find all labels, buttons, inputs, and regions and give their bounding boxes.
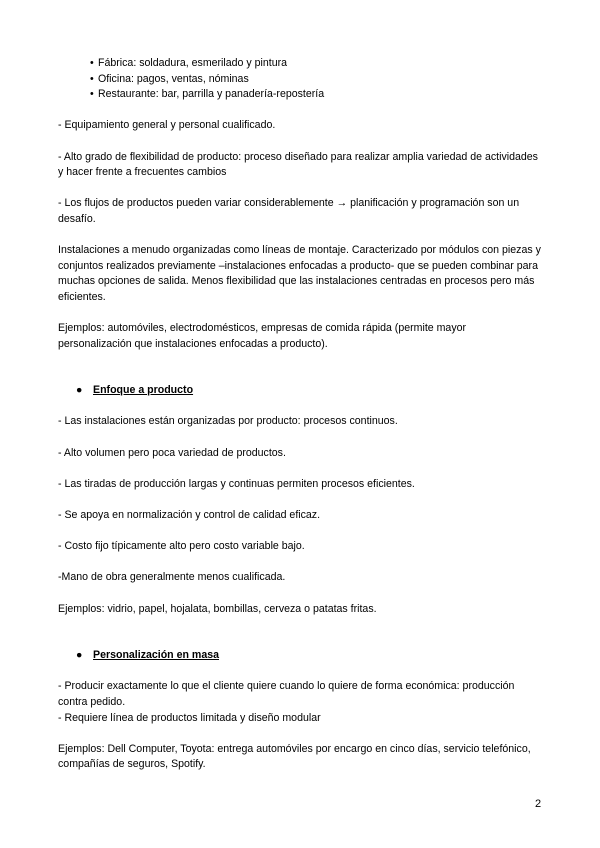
sub-bullet-restaurante: • Restaurante: bar, parrilla y panadería-repostería (92, 87, 542, 103)
producto-ejemplos: Ejemplos: vidrio, papel, hojalata, bombillas, cerveza o patatas fritas. (58, 602, 377, 615)
producto-line: - Se apoya en normalización y control de calidad eficaz. (58, 509, 321, 522)
page-content (58, 56, 542, 773)
page-number: 2 (535, 798, 542, 810)
producto-line: - Las tiradas de producción largas y continuas permiten procesos eficientes. (58, 477, 415, 490)
heading-text: Personalización en masa (93, 649, 220, 662)
producto-line: - Costo fijo típicamente alto pero costo variable bajo. (58, 540, 305, 553)
heading-text: Enfoque a producto (93, 384, 194, 397)
sub-bullet-list (92, 56, 542, 103)
paragraph-instalaciones: Instalaciones a menudo organizadas como líneas de montaje. Caracterizado por módulos con piezas y conjuntos realizados previamente –instalaciones enfocadas a producto- que se pueden combinar para muchas opciones de salida. Menos flexibilidad que las instalaciones centradas en procesos pero más eficientes. (58, 244, 541, 303)
masa-ejemplos: Ejemplos: Dell Computer, Toyota: entrega automóviles por encargo en cinco días, servicio telefónico, compañías de seguros, Spotify. (58, 742, 531, 771)
sub-bullet-oficina: • Oficina: pagos, ventas, nóminas (92, 72, 542, 88)
paragraph-ejemplos-repetitivo: Ejemplos: automóviles, electrodomésticos, empresas de comida rápida (permite mayor personalización que instalaciones enfocadas a producto). (58, 322, 467, 350)
producto-line: -Mano de obra generalmente menos cualificada. (58, 571, 286, 584)
heading-enfoque-producto (76, 383, 542, 399)
paragraph-equipamiento: - Equipamiento general y personal cualificado. (58, 119, 276, 132)
heading-bullet: ● (76, 384, 83, 397)
masa-line-producir: - Producir exactamente lo que el cliente quiere cuando lo quiere de forma económica: producción contra pedido. (58, 680, 515, 708)
paragraph-flujos: - Los flujos de productos pueden variar considerablemente → planificación y programación son un desafío. (58, 197, 520, 225)
heading-bullet: ● (76, 649, 83, 662)
producto-line: - Alto volumen pero poca variedad de productos. (58, 446, 286, 459)
sub-bullet-fabrica: • Fábrica: soldadura, esmerilado y pintura (92, 56, 542, 72)
producto-line: - Las instalaciones están organizadas por producto: procesos continuos. (58, 415, 398, 428)
paragraph-flexibilidad: - Alto grado de flexibilidad de producto: proceso diseñado para realizar amplia variedad de actividades y hacer frente a frecuentes cambios (58, 150, 538, 179)
heading-personalizacion-masa (76, 648, 542, 664)
masa-line-requiere: - Requiere línea de productos limitada y diseño modular (58, 711, 321, 724)
